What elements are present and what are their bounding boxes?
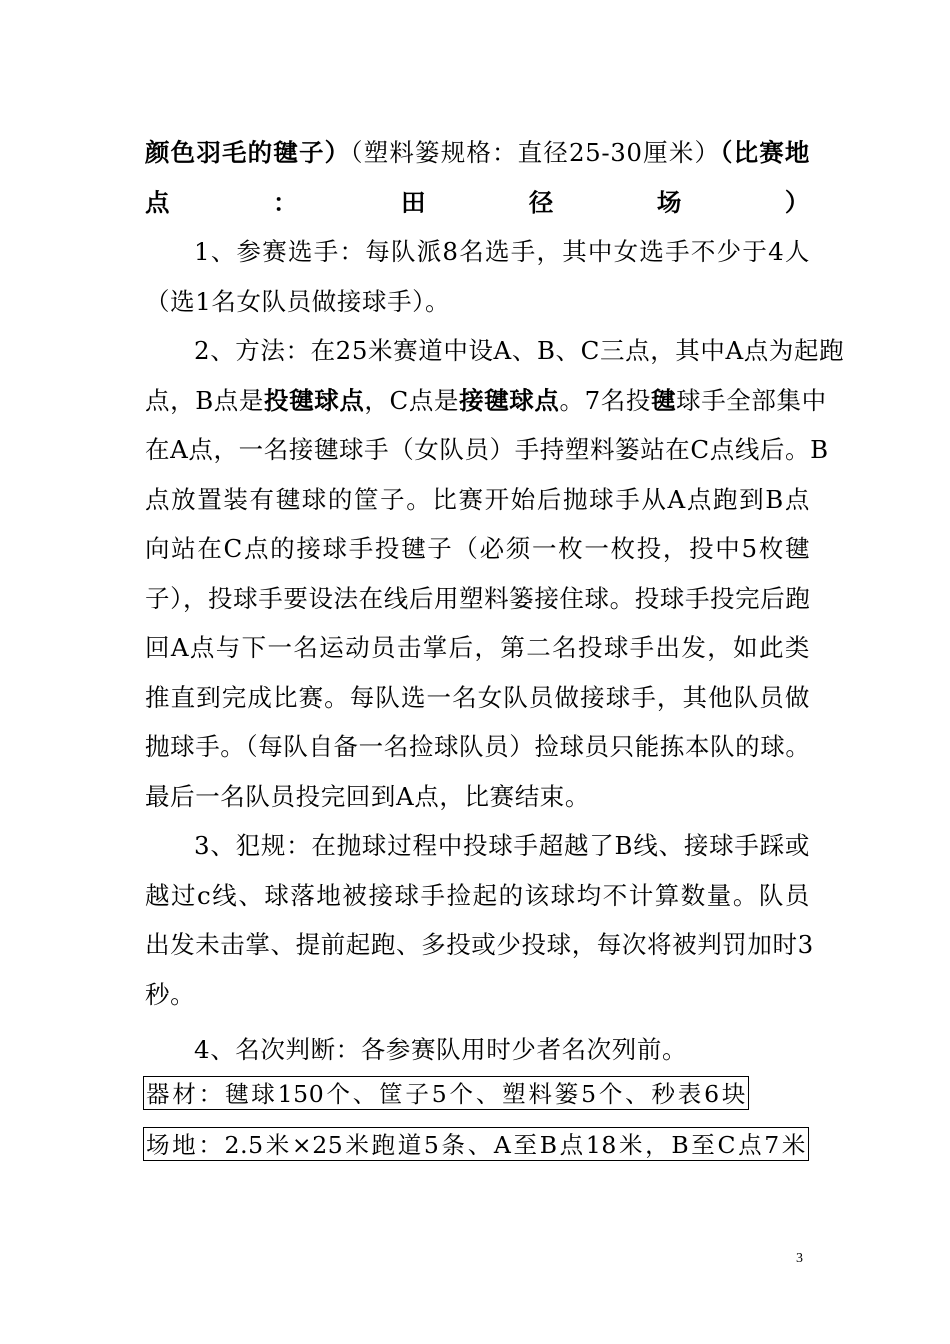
text-run: 球手全部集中 [676, 385, 827, 415]
text-run: 出发未击掌、提前起跑、多投或少投球，每次将被判罚加时3 [145, 930, 814, 959]
text-line [145, 871, 810, 921]
text-run: 3、犯规：在抛球过程中投球手超越了B线、接球手踩或 [194, 831, 810, 860]
text-line [145, 1025, 810, 1075]
text-line [145, 326, 845, 376]
bold-text-run: 毽 [650, 385, 677, 415]
text-line [145, 722, 810, 772]
text-run: 推直到完成比赛。每队选一名女队员做接球手，其他队员做 [145, 682, 810, 712]
text-run: 秒。 [145, 979, 196, 1009]
text-line [145, 277, 810, 327]
text-line [145, 178, 810, 228]
text-line [145, 623, 810, 673]
text-line [145, 970, 810, 1020]
text-run: 1、参赛选手：每队派8名选手，其中女选手不少于4人 [194, 237, 810, 266]
text-run: （选1名女队员做接球手）。 [145, 286, 451, 316]
text-line [145, 772, 810, 822]
document-body [145, 128, 845, 1075]
text-line [145, 128, 810, 178]
text-run: 点放置装有毽球的筐子。比赛开始后抛球手从A点跑到B点 [145, 484, 810, 514]
text-run: 抛球手。（每队自备一名捡球队员）捡球员只能拣本队的球。 [145, 732, 811, 761]
text-run: 在A点，一名接毽球手（女队员）手持塑料篓站在C点线后。B [145, 435, 829, 464]
text-run: （塑料篓规格：直径25-30厘米） [350, 138, 721, 167]
text-run: ，C点是 [364, 385, 460, 415]
bold-text-run: 投毽球点 [264, 385, 365, 415]
bold-text-run: 点：田径场） [145, 187, 810, 217]
text-line [145, 475, 810, 525]
text-line [145, 821, 810, 871]
equipment-box: 器材：毽球150个、筐子5个、塑料篓5个、秒表6块 [143, 1076, 749, 1110]
page-number: 3 [796, 1251, 803, 1266]
venue-box: 场地：2.5米×25米跑道5条、A至B点18米，B至C点7米 [143, 1127, 809, 1161]
text-run: 子），投球手要设法在线后用塑料篓接住球。投球手投完后跑 [145, 583, 811, 613]
bold-text-run: 接毽球点 [459, 385, 560, 415]
text-line [145, 574, 810, 624]
bold-text-run: （比赛地 [720, 138, 811, 167]
text-line [145, 920, 814, 970]
text-line [145, 524, 810, 574]
text-line [145, 673, 810, 723]
text-run: 4、名次判断：各参赛队用时少者名次列前。 [194, 1035, 688, 1064]
text-run: 。7名投 [559, 385, 651, 415]
text-run: 最后一名队员投完回到A点，比赛结束。 [145, 781, 590, 811]
text-run: 回A点与下一名运动员击掌后，第二名投球手出发，如此类 [145, 633, 810, 662]
text-line [145, 227, 810, 277]
text-run: 越过c线、球落地被接球手捡起的该球均不计算数量。队员 [145, 880, 810, 910]
text-run: 向站在C点的接球手投毽子（必须一枚一枚投，投中5枚毽 [145, 534, 810, 563]
text-run: 2、方法：在25米赛道中设A、B、C三点，其中A点为起跑 [194, 336, 845, 365]
bold-text-run: 颜色羽毛的毽子） [145, 138, 351, 167]
text-line [145, 425, 829, 475]
text-line [145, 376, 827, 426]
text-run: 点，B点是 [145, 385, 265, 415]
info-boxes [143, 1076, 809, 1161]
